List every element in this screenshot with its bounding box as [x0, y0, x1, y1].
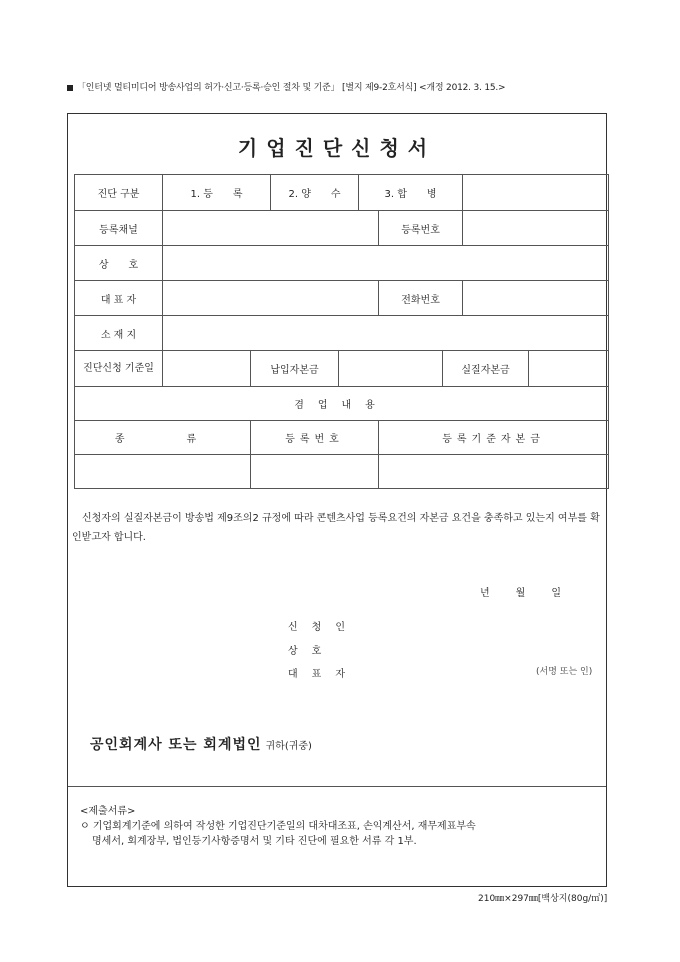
business-capital-field[interactable]: [379, 455, 609, 489]
documents-title: <제출서류>: [80, 806, 136, 817]
col-type-header: 종 류: [75, 421, 251, 455]
documents-line-1: ㅇ 기업회계기준에 의하여 작성한 기업진단기준일의 대차대조표, 손익계산서, 재무제표부속: [80, 821, 476, 832]
addressee-name: 공인회계사 또는 회계법인: [90, 737, 262, 753]
phone-label: 전화번호: [379, 281, 463, 316]
date-day: 일: [551, 588, 562, 599]
real-capital-field[interactable]: [529, 351, 609, 387]
applicant-label: 신청인: [288, 622, 359, 633]
option-registration[interactable]: 1. 등 록: [163, 175, 271, 211]
channel-label: 등록채널: [75, 211, 163, 246]
address-field[interactable]: [163, 316, 609, 351]
business-type-field[interactable]: [75, 455, 251, 489]
option-transfer[interactable]: 2. 양 수: [271, 175, 359, 211]
form-frame: [67, 113, 607, 887]
paid-in-capital-label: 납입자본금: [251, 351, 339, 387]
col-reg-number-header: 등록번호: [251, 421, 379, 455]
address-label: 소 재 지: [75, 316, 163, 351]
bullet-square-icon: [67, 85, 73, 91]
addressee: [90, 734, 312, 754]
documents-line-2: 명세서, 회계장부, 법인등기사항증명서 및 기타 진단에 필요한 서류 각 1부.: [92, 836, 417, 847]
paid-in-capital-field[interactable]: [339, 351, 443, 387]
form-reference-note: [67, 80, 505, 93]
diagnosis-date-label: 진단신청 기준일: [75, 351, 163, 387]
phone-field[interactable]: [463, 281, 609, 316]
seal-note: (서명 또는 인): [536, 667, 593, 677]
date-month: 월: [515, 588, 526, 599]
form-reference-text: 「인터넷 멀티미디어 방송사업의 허가·신고·등록·승인 절차 및 기준」 [별지 제9-2호서식] <개정 2012. 3. 15.>: [77, 83, 506, 93]
representative-label: 대 표 자: [75, 281, 163, 316]
diagnosis-type-blank: [463, 175, 609, 211]
option-merger[interactable]: 3. 합 병: [359, 175, 463, 211]
real-capital-label: 실질자본금: [443, 351, 529, 387]
signature-representative-label: 대표자: [288, 669, 359, 680]
date-year: 년: [480, 588, 490, 599]
section-divider: [68, 786, 606, 787]
reg-number-label: 등록번호: [379, 211, 463, 246]
application-date: [480, 584, 587, 599]
trade-name-label: 상 호: [75, 246, 163, 281]
business-section-title: 겸업내용: [75, 387, 609, 421]
addressee-suffix: 귀하(귀중): [265, 741, 312, 752]
request-statement: 신청자의 실질자본금이 방송법 제9조의2 규정에 따라 콘텐츠사업 등록요건의 자본금 요건을 충족하고 있는지 여부를 확인받고자 합니다.: [72, 513, 600, 543]
signature-trade-name-label: 상호: [288, 646, 336, 657]
reg-number-field[interactable]: [463, 211, 609, 246]
application-table: [74, 174, 609, 489]
diagnosis-type-label: 진단 구분: [75, 175, 163, 211]
required-documents: [80, 804, 476, 849]
form-title: 기업진단신청서: [237, 136, 437, 160]
representative-field[interactable]: [163, 281, 379, 316]
channel-field[interactable]: [163, 211, 379, 246]
business-reg-number-field[interactable]: [251, 455, 379, 489]
diagnosis-date-field[interactable]: [163, 351, 251, 387]
trade-name-field[interactable]: [163, 246, 609, 281]
paper-spec: 210㎜×297㎜[백상지(80g/㎡)]: [478, 894, 608, 904]
col-capital-standard-header: 등록기준자본금: [379, 421, 609, 455]
